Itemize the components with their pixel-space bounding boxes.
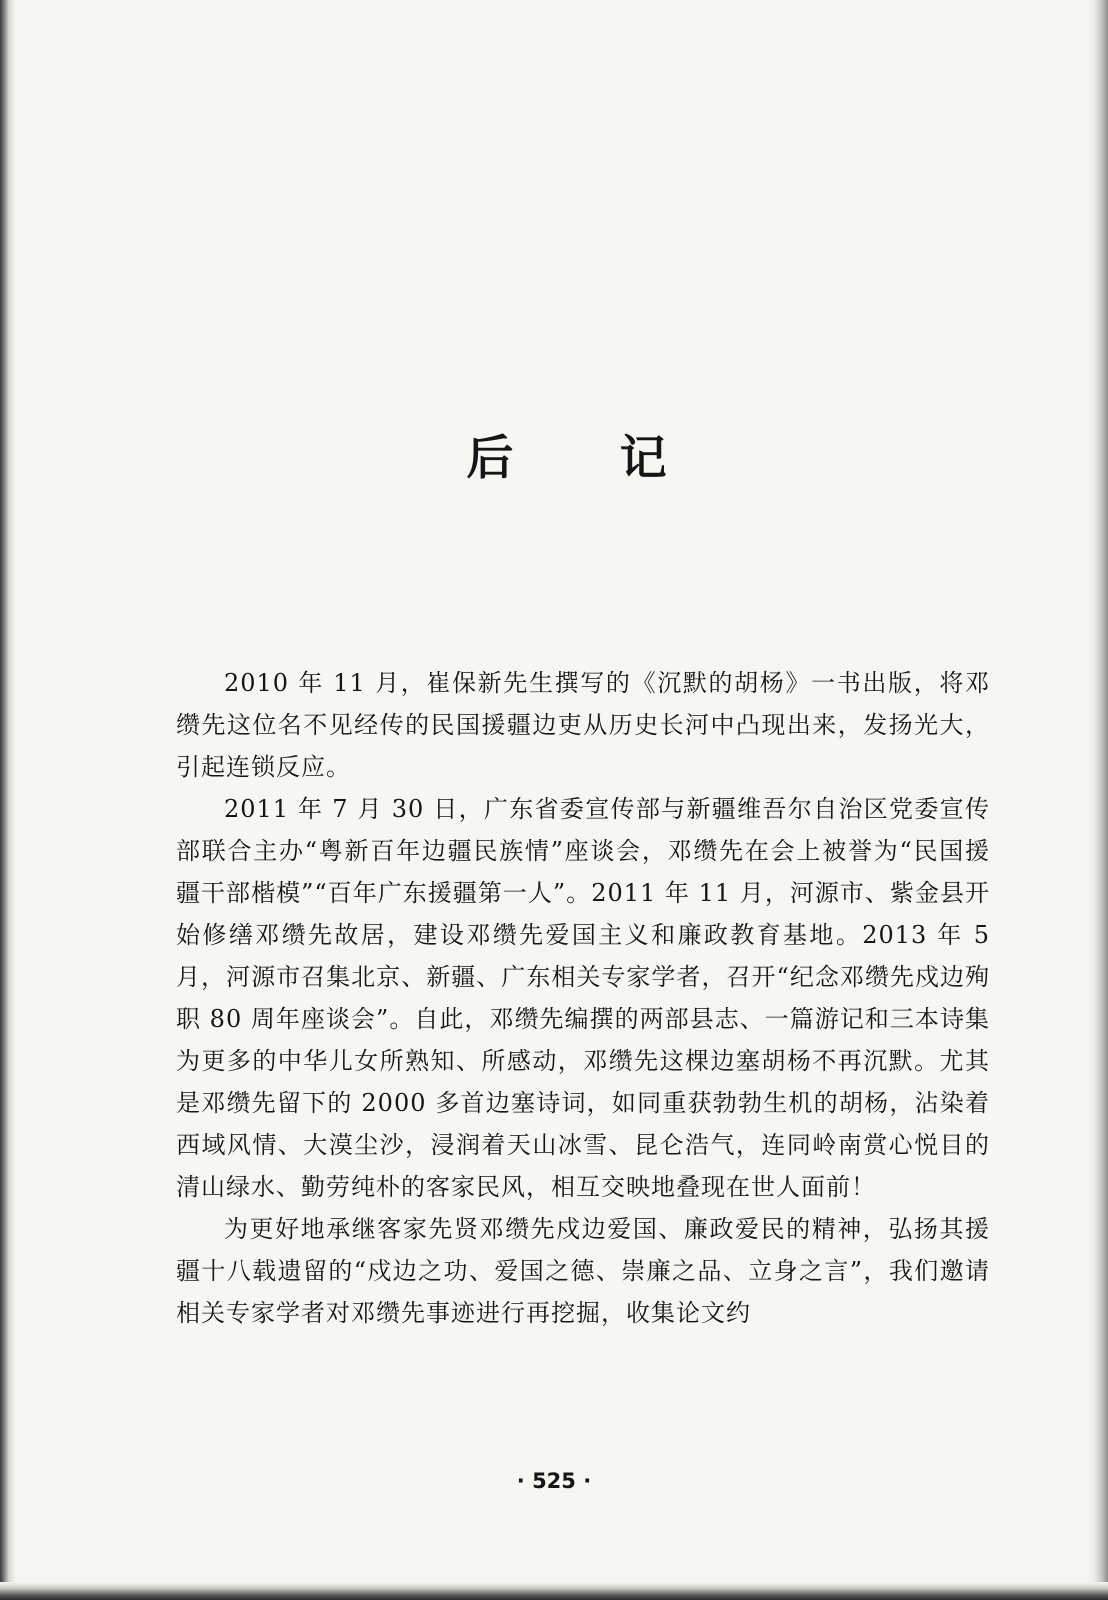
scan-bottom-edge [0,1582,1108,1600]
body-text [176,662,990,1334]
page-title: 后 记 [466,431,712,487]
scan-left-edge [0,0,16,1600]
paragraph-3: 为更好地承继客家先贤邓缵先戍边爱国、廉政爱民的精神，弘扬其援疆十八载遗留的“戍边之功、爱国之德、崇廉之品、立身之言”，我们邀请相关专家学者对邓缵先事迹进行再挖掘，收集论文约 [176,1215,990,1327]
paragraph-1: 2010 年 11 月，崔保新先生撰写的《沉默的胡杨》一书出版，将邓缵先这位名不见经传的民国援疆边吏从历史长河中凸现出来，发扬光大，引起连锁反应。 [176,669,990,781]
scan-right-edge [1086,0,1108,1600]
paragraph-2: 2011 年 7 月 30 日，广东省委宣传部与新疆维吾尔自治区党委宣传部联合主办“粤新百年边疆民族情”座谈会，邓缵先在会上被誉为“民国援疆干部楷模”“百年广东援疆第一人”。2011 年 11 月，河源市、紫金县开始修缮邓缵先故居，建设邓缵先爱国主义和廉政教育基地。2013 年 5 月，河源市召集北京、新疆、广东相关专家学者，召开“纪念邓缵先戍边殉职 80 周年座谈会”。自此，邓缵先编撰的两部县志、一篇游记和三本诗集为更多的中华儿女所熟知、所感动，邓缵先这棵边塞胡杨不再沉默。尤其是邓缵先留下的 2000 多首边塞诗词，如同重获勃勃生机的胡杨，沾染着西域风情、大漠尘沙，浸润着天山冰雪、昆仑浩气，连同岭南赏心悦目的清山绿水、勤劳纯朴的客家民风，相互交映地叠现在世人面前！ [176,795,990,1201]
page-number: · 525 · [516,1469,592,1493]
